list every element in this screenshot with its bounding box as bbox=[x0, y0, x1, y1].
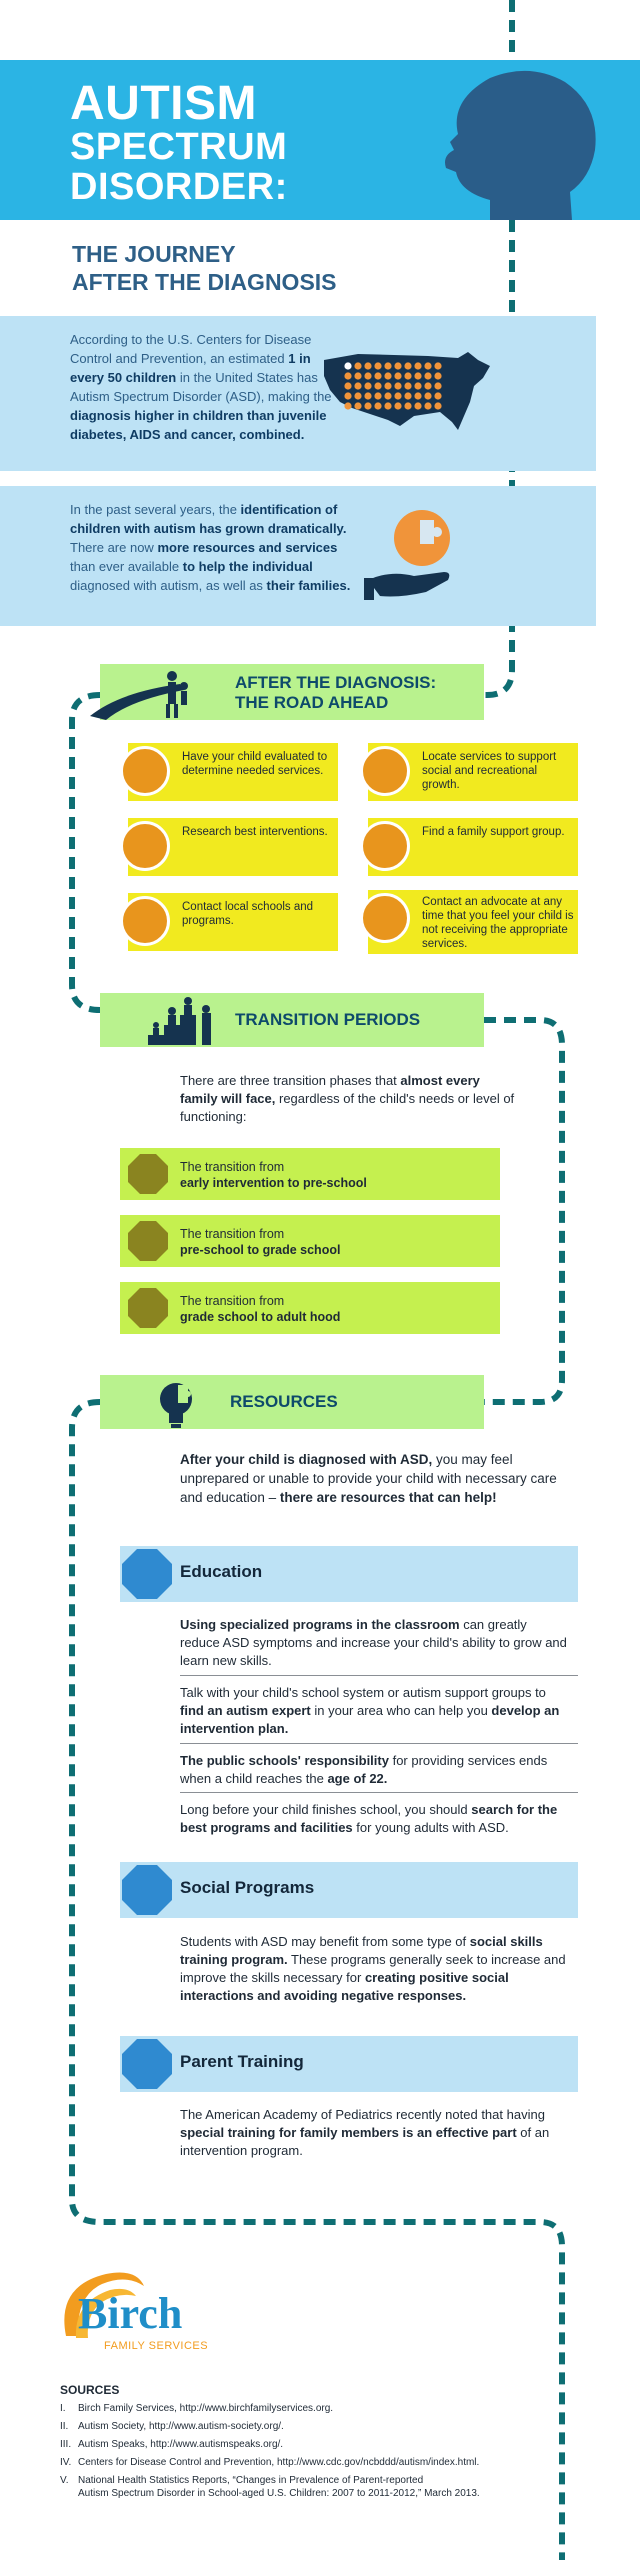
child-dot-icon bbox=[394, 372, 401, 379]
parent-training-paragraph: The American Academy of Pediatrics recently noted that having special training for family members is an effective part of an intervention program. bbox=[180, 2107, 550, 2158]
source-item: V. National Health Statistics Reports, “Changes in Prevalence of Parent-reported bbox=[60, 2475, 424, 2486]
child-dot-icon bbox=[384, 362, 391, 369]
child-dot-icon bbox=[344, 372, 351, 379]
step-contact-advocate: Contact an advocate at any time that you feel your child is not receiving the appropriate services. bbox=[368, 890, 578, 954]
child-dot-icon bbox=[434, 372, 441, 379]
child-dot-icon bbox=[364, 362, 371, 369]
parent-training-title: Parent Training bbox=[180, 2052, 304, 2071]
child-dot-icon bbox=[374, 392, 381, 399]
child-dot-icon bbox=[394, 382, 401, 389]
title-line-3: DISORDER: bbox=[70, 166, 288, 208]
resources-intro: After your child is diagnosed with ASD, you may feel unprepared or unable to provide your child with necessary care and education – there are resources that can help! bbox=[180, 1452, 557, 1505]
education-paragraph-1: Using specialized programs in the classroom can greatly reduce ASD symptoms and increase your child's ability to grow and learn new skills. bbox=[180, 1617, 567, 1668]
child-dot-icon bbox=[414, 402, 421, 409]
child-dot-icon bbox=[344, 382, 351, 389]
child-dot-icon bbox=[434, 392, 441, 399]
helping-hand-puzzle-icon bbox=[360, 500, 470, 610]
step-contact-schools: Contact local schools and programs. bbox=[128, 893, 338, 951]
reading-child-icon bbox=[120, 821, 170, 871]
source-item: III. Autism Speaks, http://www.autismspeaks.org/. bbox=[60, 2439, 284, 2450]
backpack-icon bbox=[128, 1154, 168, 1194]
transition-item-2: The transition from pre-school to grade school bbox=[120, 1215, 500, 1267]
child-dot-icon bbox=[424, 392, 431, 399]
lightbulb-puzzle-icon bbox=[156, 1379, 200, 1429]
child-dot-icon bbox=[384, 382, 391, 389]
family-group-icon bbox=[360, 821, 410, 871]
child-dot-icon bbox=[344, 392, 351, 399]
child-dot-icon bbox=[424, 362, 431, 369]
road-family-icon bbox=[90, 666, 200, 720]
gavel-icon bbox=[360, 893, 410, 943]
child-dot-icon bbox=[374, 382, 381, 389]
child-dot-icon bbox=[424, 402, 431, 409]
title-line-2: SPECTRUM bbox=[70, 126, 288, 168]
child-dot-icon bbox=[404, 402, 411, 409]
child-dot-icon bbox=[414, 372, 421, 379]
child-dot-icon bbox=[404, 372, 411, 379]
divider bbox=[180, 1743, 578, 1744]
source-item: IV. Centers for Disease Control and Prevention, http://www.cdc.gov/ncbddd/autism/index.html. bbox=[60, 2457, 480, 2468]
child-dot-icon bbox=[344, 362, 351, 369]
child-dot-icon bbox=[354, 362, 361, 369]
resources-banner bbox=[100, 1375, 484, 1429]
classroom-icon bbox=[360, 746, 410, 796]
step-research: Research best interventions. bbox=[128, 818, 338, 876]
child-dot-icon bbox=[364, 372, 371, 379]
child-dot-icon bbox=[394, 392, 401, 399]
resources-title: RESOURCES bbox=[230, 1392, 338, 1411]
step-locate-services: Locate services to support social and recreational growth. bbox=[368, 743, 578, 801]
child-dot-icon bbox=[354, 382, 361, 389]
child-dot-icon bbox=[354, 402, 361, 409]
child-dot-icon bbox=[424, 382, 431, 389]
transition-item-3: The transition from grade school to adult hood bbox=[120, 1282, 500, 1334]
child-dot-icon bbox=[434, 362, 441, 369]
child-dot-icon bbox=[404, 392, 411, 399]
statistic-text: According to the U.S. Centers for Disease Control and Prevention, an estimated 1 in every 50 children in the United States has Autism Spectrum Disorder (ASD), making the diagnosis higher in children than juvenile diabetes, AIDS and cancer, combined. bbox=[70, 332, 332, 442]
stairs-people-icon bbox=[148, 997, 228, 1045]
birch-logo bbox=[56, 2266, 236, 2356]
title-line-1: AUTISM bbox=[70, 77, 257, 130]
child-dot-icon bbox=[374, 362, 381, 369]
parent-training-header bbox=[120, 2036, 578, 2092]
child-dot-icon bbox=[364, 382, 371, 389]
transition-item-1: The transition from early intervention to pre-school bbox=[120, 1148, 500, 1200]
page-subtitle: THE JOURNEY AFTER THE DIAGNOSIS bbox=[72, 241, 337, 295]
child-silhouette-icon bbox=[420, 60, 620, 220]
child-dot-icon bbox=[374, 372, 381, 379]
child-dot-icon bbox=[414, 392, 421, 399]
tablet-pencil-icon bbox=[122, 1549, 172, 1599]
briefcase-icon bbox=[128, 1288, 168, 1328]
step-support-group: Find a family support group. bbox=[368, 818, 578, 876]
statistic-box bbox=[0, 316, 596, 471]
child-dot-icon bbox=[374, 402, 381, 409]
education-paragraph-2: Talk with your child's school system or autism support groups to find an autism expert in your area who can help you develop an intervention plan. bbox=[180, 1685, 560, 1736]
social-programs-paragraph: Students with ASD may benefit from some type of social skills training program. These programs generally seek to increase and improve the skills necessary for creating positive social interactions and avoiding negative responses. bbox=[180, 1934, 566, 2003]
child-dot-icon bbox=[394, 362, 401, 369]
education-title: Education bbox=[180, 1562, 263, 1581]
child-dot-icon bbox=[384, 402, 391, 409]
child-dot-icon bbox=[354, 372, 361, 379]
clipboard-icon bbox=[120, 746, 170, 796]
child-dot-icon bbox=[344, 402, 351, 409]
child-dot-icon bbox=[404, 362, 411, 369]
birch-logo-name: Birch bbox=[78, 2289, 183, 2338]
transition-intro: There are three transition phases that almost every family will face, regardless of the child's needs or level of functioning: bbox=[180, 1073, 515, 1124]
child-dot-icon bbox=[394, 402, 401, 409]
growth-text: In the past several years, the identification of children with autism has grown dramatically. There are now more resources and services than ever available to help the individual diagnosed with autism, as well as their families. bbox=[70, 502, 351, 593]
child-dot-icon bbox=[414, 362, 421, 369]
child-dot-icon bbox=[384, 372, 391, 379]
child-dot-icon bbox=[434, 402, 441, 409]
education-header bbox=[120, 1546, 578, 1602]
education-paragraph-3: The public schools' responsibility for providing services ends when a child reaches the age of 22. bbox=[180, 1753, 548, 1786]
child-dot-icon bbox=[384, 392, 391, 399]
social-programs-title: Social Programs bbox=[180, 1878, 315, 1897]
child-dot-icon bbox=[414, 382, 421, 389]
source-item: I. Birch Family Services, http://www.birchfamilyservices.org. bbox=[60, 2403, 334, 2414]
child-dot-icon bbox=[404, 382, 411, 389]
social-group-icon bbox=[122, 1865, 172, 1915]
child-dot-icon bbox=[434, 382, 441, 389]
school-icon bbox=[120, 896, 170, 946]
child-dot-icon bbox=[354, 392, 361, 399]
divider bbox=[180, 1792, 578, 1793]
birch-logo-tagline: FAMILY SERVICES bbox=[104, 2340, 209, 2352]
step-evaluate: Have your child evaluated to determine needed services. bbox=[128, 743, 338, 801]
road-ahead-title: AFTER THE DIAGNOSIS: THE ROAD AHEAD bbox=[235, 673, 437, 712]
transition-title: TRANSITION PERIODS bbox=[235, 1010, 421, 1029]
parent-child-icon bbox=[122, 2039, 172, 2089]
sources-title: SOURCES bbox=[60, 2383, 120, 2397]
road-ahead-banner bbox=[100, 664, 484, 720]
education-paragraph-4: Long before your child finishes school, you should search for the best programs and facilities for young adults with ASD. bbox=[180, 1802, 558, 1835]
social-programs-header bbox=[120, 1862, 578, 1918]
divider bbox=[180, 1675, 578, 1676]
resources-growth-box bbox=[0, 486, 596, 626]
child-dot-icon bbox=[364, 402, 371, 409]
hero-banner bbox=[0, 60, 640, 220]
source-item: Autism Spectrum Disorder in School-aged U.S. Children: 2007 to 2011-2012,” March 2013. bbox=[78, 2488, 480, 2499]
transition-banner bbox=[100, 993, 484, 1047]
us-map-icon bbox=[318, 346, 498, 436]
source-item: II. Autism Society, http://www.autism-society.org/. bbox=[60, 2421, 284, 2432]
child-dot-icon bbox=[364, 392, 371, 399]
child-dot-icon bbox=[424, 372, 431, 379]
graduation-cap-icon bbox=[128, 1221, 168, 1261]
